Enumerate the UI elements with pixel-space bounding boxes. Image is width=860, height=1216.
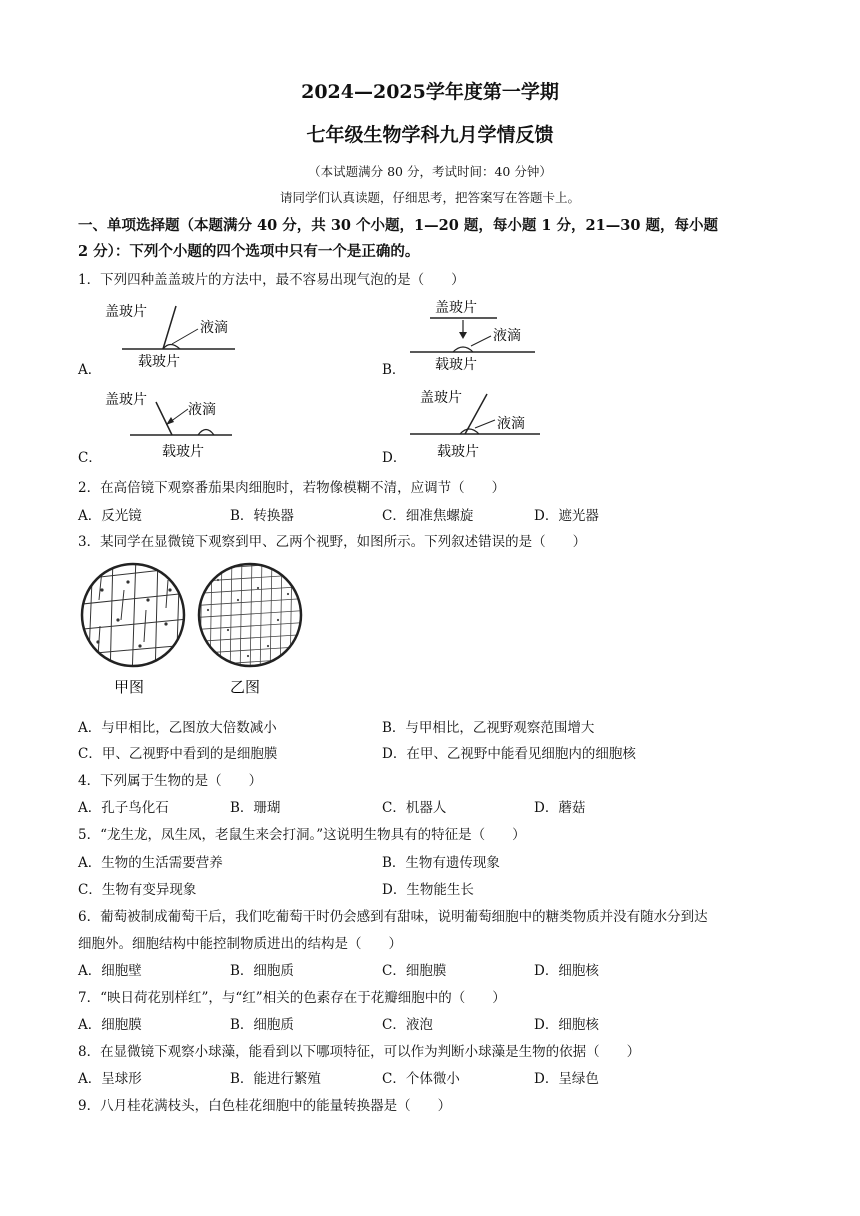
microscope-fields-figure: [78, 560, 318, 700]
question-8-option-d: D．呈绿色: [534, 1071, 599, 1087]
question-5-option-d: D．生物能生长: [382, 882, 474, 898]
question-3-option-d: D．在甲、乙视野中能看见细胞内的细胞核: [382, 746, 636, 762]
question-8-option-a: A．呈球形: [78, 1071, 142, 1087]
question-3-option-c: C．甲、乙视野中看到的是细胞膜: [78, 746, 278, 762]
question-2-option-c: C．细准焦螺旋: [382, 508, 474, 524]
question-4-stem: 4．下列属于生物的是（ ）: [78, 773, 263, 789]
question-8-option-c: C．个体微小: [382, 1071, 460, 1087]
question-4-option-d: D．蘑菇: [534, 800, 586, 816]
question-6-option-d: D．细胞核: [534, 963, 599, 979]
diagram-label-drop: 液滴: [188, 402, 216, 418]
question-5-option-b: B．生物有遗传现象: [382, 855, 500, 871]
diagram-label-slide: 载玻片: [437, 444, 479, 460]
question-5-option-c: C．生物有变异现象: [78, 882, 197, 898]
question-5-stem: 5．“龙生龙，凤生凤，老鼠生来会打洞。”这说明生物具有的特征是（ ）: [78, 827, 526, 843]
question-6-stem-line1: 6．葡萄被制成葡萄干后，我们吃葡萄干时仍会感到有甜味，说明葡萄细胞中的糖类物质并没有随水分到达: [78, 909, 708, 925]
coverslip-diagram-d: [405, 384, 555, 464]
diagram-label-cover-slip: 盖玻片: [435, 300, 477, 316]
question-1-option-b-label: B．: [382, 362, 406, 378]
field-a-cells: [78, 560, 198, 680]
diagram-label-drop: 液滴: [497, 416, 525, 432]
question-4-option-a: A．孔子鸟化石: [78, 800, 169, 816]
diagram-label-slide: 载玻片: [162, 444, 204, 460]
question-2-stem: 2．在高倍镜下观察番茄果肉细胞时，若物像模糊不清，应调节（ ）: [78, 480, 506, 496]
question-6-option-b: B．细胞质: [230, 963, 294, 979]
diagram-label-slide: 载玻片: [435, 357, 477, 372]
coverslip-diagram-b: [405, 294, 555, 372]
question-3-option-b: B．与甲相比，乙视野观察范围增大: [382, 720, 595, 736]
field-b-cells: [188, 560, 313, 680]
question-7-option-a: A．细胞膜: [78, 1017, 142, 1033]
question-2-option-b: B．转换器: [230, 508, 294, 524]
question-7-option-b: B．细胞质: [230, 1017, 294, 1033]
coverslip-diagram-c: [100, 384, 260, 464]
diagram-label-slide: 载玻片: [138, 354, 180, 370]
question-8-option-b: B．能进行繁殖: [230, 1071, 321, 1087]
question-6-stem-line2: 细胞外。细胞结构中能控制物质进出的结构是（ ）: [78, 936, 402, 952]
question-1-option-a-label: A．: [78, 362, 102, 378]
exam-instruction: 请同学们认真读题，仔细思考，把答案写在答题卡上。: [279, 190, 580, 205]
question-2-option-d: D．遮光器: [534, 508, 599, 524]
field-b-label: 乙图: [230, 678, 261, 696]
question-1-option-c-label: C．: [78, 450, 102, 466]
exam-title-year: 2024—2025学年度第一学期: [301, 81, 559, 103]
section-heading-line1: 一、单项选择题（本题满分 40 分，共 30 个小题，1—20 题，每小题 1 分，21—30 题，每小题: [78, 217, 718, 234]
coverslip-diagram-a: [100, 294, 260, 372]
diagram-label-cover-slip: 盖玻片: [105, 304, 147, 320]
question-1-option-d-label: D．: [382, 450, 407, 466]
question-3-stem: 3．某同学在显微镜下观察到甲、乙两个视野，如图所示。下列叙述错误的是（ ）: [78, 534, 587, 550]
diagram-label-drop: 液滴: [493, 328, 521, 344]
section-heading-line2: 2 分）：下列个小题的四个选项中只有一个是正确的。: [78, 243, 420, 260]
question-6-option-a: A．细胞壁: [78, 963, 142, 979]
exam-note: （本试题满分 80 分，考试时间：40 分钟）: [308, 164, 552, 179]
question-9-stem: 9．八月桂花满枝头，白色桂花细胞中的能量转换器是（ ）: [78, 1098, 452, 1114]
question-3-option-a: A．与甲相比，乙图放大倍数减小: [78, 720, 277, 736]
question-1-stem: 1．下列四种盖盖玻片的方法中，最不容易出现气泡的是（ ）: [78, 272, 465, 288]
question-8-stem: 8．在显微镜下观察小球藻，能看到以下哪项特征，可以作为判断小球藻是生物的依据（ ）: [78, 1044, 641, 1060]
question-7-option-d: D．细胞核: [534, 1017, 599, 1033]
question-4-option-c: C．机器人: [382, 800, 447, 816]
question-5-option-a: A．生物的生活需要营养: [78, 855, 223, 871]
question-4-option-b: B．珊瑚: [230, 800, 281, 816]
field-a-label: 甲图: [114, 678, 145, 696]
diagram-label-cover-slip: 盖玻片: [105, 392, 147, 408]
exam-title-subject: 七年级生物学科九月学情反馈: [306, 124, 554, 146]
question-6-option-c: C．细胞膜: [382, 963, 447, 979]
question-2-option-a: A．反光镜: [78, 508, 142, 524]
diagram-label-drop: 液滴: [200, 320, 228, 336]
diagram-label-cover-slip: 盖玻片: [420, 390, 462, 406]
question-7-stem: 7．“映日荷花别样红”，与“红”相关的色素存在于花瓣细胞中的（ ）: [78, 990, 506, 1006]
question-7-option-c: C．液泡: [382, 1017, 433, 1033]
